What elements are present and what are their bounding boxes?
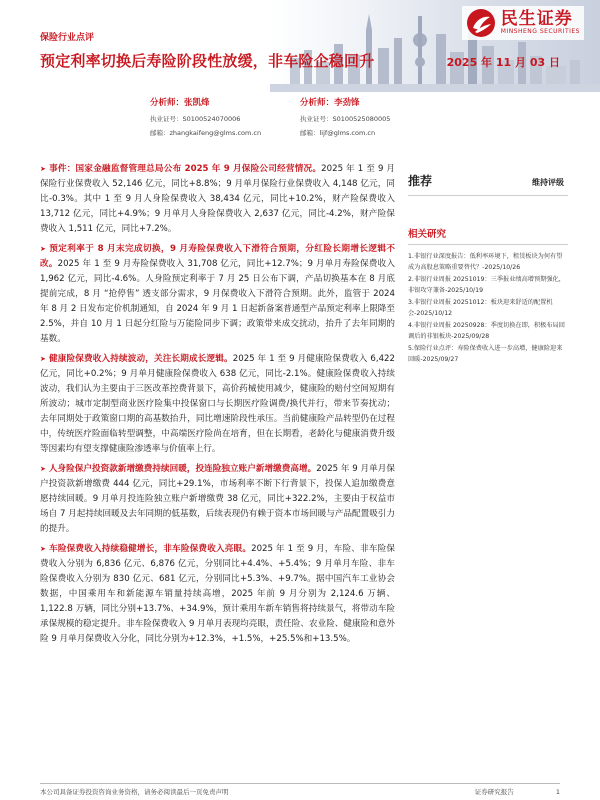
page-footer: [40, 783, 560, 796]
recommendation-row: [408, 172, 568, 196]
paragraph-event: [40, 162, 395, 237]
paragraph-highlight: 预定利率于 8 月末完成切换，9 月寿险保费收入下滑符合预期，分红险长期增长逻辑不改。: [40, 244, 395, 269]
paragraph-highlight: 健康险保费收入持续波动，关注长期成长逻辑。: [48, 354, 233, 364]
analyst-block-2: [300, 96, 390, 140]
related-research-item[interactable]: 4.非银行业周报 20250928：季度切换在即，积极布局回调后的非银板块-2025/09/28: [408, 322, 565, 340]
footer-right: [435, 787, 560, 796]
analyst-email: 邮箱：lijf@glms.com.cn: [300, 129, 376, 137]
recommendation-label: 推荐: [408, 174, 433, 188]
logo-name-en: MINSHENG SECURITIES: [500, 28, 580, 35]
bullet-icon: ➤: [40, 545, 46, 553]
company-logo: [462, 6, 584, 40]
footer-source: 证券研究报告: [474, 788, 514, 796]
footer-disclaimer: 本公司具备证券投资咨询业务资格，请务必阅读最后一页免责声明: [40, 788, 229, 796]
analyst-cert: 执业证号：S0100524070006: [150, 115, 241, 123]
paragraph-highlight: 事件：国家金融监督管理总局公布 2025 年 9 月保险公司经营情况。: [48, 164, 322, 174]
paragraph-text: 2025 年 1 至 9 月寿险保费收入 31,708 亿元，同比+12.7%；9 月单月寿险保费收入 1,962 亿元，同比-4.6%。人身险预定利率于 7 月 25 日公布下调，产品切换基本在 8 月底提前完成，8 月 “抢停售” 透支部分需求，9 月保费收入下滑符合预期。此外，监管于 2024 年 8 月 2 日发布定价机制通知，自 2024 年 9 月 1 日起新备案普通型产品预定利率上限降至 2.5%，并自 10 月 1 日起分红险与万能险同步下调；政策带来成交扰动，抬升了去年同期的基数。: [40, 259, 395, 344]
bullet-icon: ➤: [40, 165, 46, 173]
sidebar: [408, 172, 568, 366]
logo-name-cn: 民生证券: [500, 9, 573, 29]
related-research-item[interactable]: 1.非银行业深度报告：低利率环境下，租赁板块为何有望成为高股息策略重要替代？-2025/10/26: [408, 253, 563, 271]
paragraph-health-insurance: [40, 352, 395, 457]
header-banner: [0, 0, 600, 92]
analyst-name: 分析师：李劲锋: [300, 98, 360, 108]
analyst-email: 邮箱：zhangkaifeng@glms.com.cn: [150, 129, 262, 137]
related-research-list: [408, 251, 568, 365]
related-research-item[interactable]: 3.非银行业周报 20251012：板块迎来舒适的配置机会-2025/10/12: [408, 299, 553, 317]
paragraph-text: 2025 年 1 至 9 月，车险、非车险保费收入分别为 6,836 亿元、6,876 亿元，分别同比+4.4%、+5.4%；9 月单月车险、非车险保费收入分别为 830 亿元、681 亿元，分别同比+5.3%、+9.7%。据中国汽车工业协会数据，中国乘用车和新能源车销量持续高增，2025 年前 9 月分别为 2,124.6 万辆、1,122.8 万辆，同比分别+13.7%、+34.9%，预计乘用车新车销售将持续景气，将带动车险承保规模的稳定提升。非车险保费收入 9 月单月表现均亮眼，责任险、农业险、健康险和意外险 9 月单月保费收入分化，同比分别为+12.3%，+1.5%，+25.5%和+13.5%。: [40, 544, 395, 644]
bullet-icon: ➤: [40, 355, 46, 363]
paragraph-text: 2025 年 1 至 9 月保险行业保费收入 52,146 亿元，同比+8.8%；9 月单月保险行业保费收入 4,148 亿元，同比-0.3%。其中 1 至 9 月人身险保费收入 38,434 亿元，同比+10.2%，财产险保费收入 13,712 亿元，同比+4.9%；9 月单月人身险保费收入 2,637 亿元，同比-4.2%，财产险保费收入 1,511 亿元，同比+7.2%。: [40, 164, 395, 234]
paragraph-highlight: 车险保费收入持续稳健增长，非车险保费收入亮眼。: [48, 544, 252, 554]
paragraph-text: 2025 年 9 月单月保户投资款新增缴费 444 亿元，同比+29.1%，市场利率不断下行背景下，投保人追加缴费意愿持续回暖。9 月单月投连险独立账户新增缴费 38 亿元，同比+322.2%，主要由于权益市场自 7 月起持续回暖及去年同期的低基数，后续表现仍有赖于资本市场回暖与产品配置吸引力的提升。: [40, 464, 395, 534]
analyst-block-1: [150, 96, 261, 140]
report-category: 保险行业点评: [40, 33, 95, 43]
paragraph-life-insurance: [40, 242, 395, 347]
related-research-item[interactable]: 2.非银行业周报 20251019：三季报业绩高增预期强化，非银攻守兼备-2025/10/19: [408, 276, 565, 294]
analyst-cert: 执业证号：S0100525080005: [300, 115, 391, 123]
report-date: 2025 年 11 月 03 日: [446, 56, 560, 69]
report-title: 预定利率切换后寿险阶段性放缓，非车险企稳回升: [40, 52, 375, 70]
paragraph-pc-insurance: [40, 542, 395, 647]
page-number: 1: [555, 788, 560, 796]
paragraph-investment-deposits: [40, 462, 395, 537]
analyst-name: 分析师：张凯烽: [150, 98, 210, 108]
paragraph-highlight: 人身险保户投资款新增缴费持续回暖，投连险独立账户新增缴费高增。: [48, 464, 317, 474]
bullet-icon: ➤: [40, 245, 46, 253]
bullet-icon: ➤: [40, 465, 46, 473]
paragraph-text: 2025 年 1 至 9 月健康险保费收入 6,422 亿元，同比+0.2%；9 月单月健康险保费收入 638 亿元，同比-2.1%。健康险保费收入持续波动，我们认为主要由于三医改革控费背景下，高价药械使用减少，健康险的赔付空间短期有所波动；城市定制型商业医疗险集中投保窗口与长期医疗险调费/换代并行，带来节奏扰动；去年同期处于政策窗口期的高基数抬升，同比增速阶段性承压。当前健康险产品转型仍在过程中，传统医疗险面临转型调整，中高端医疗险尚在培育，但在长期看，老龄化与健康消费升级等因素均有望支撑健康险渗透率与价值率上行。: [40, 354, 395, 454]
related-research-item[interactable]: 5.保险行业点评：寿险保费收入进一步高增，健康险迎来回暖-2025/09/27: [408, 345, 563, 363]
report-body: [40, 162, 395, 652]
rating-label: 维持评级: [532, 178, 564, 187]
related-research-title: 相关研究: [408, 226, 568, 245]
logo-mark-icon: [466, 8, 496, 38]
